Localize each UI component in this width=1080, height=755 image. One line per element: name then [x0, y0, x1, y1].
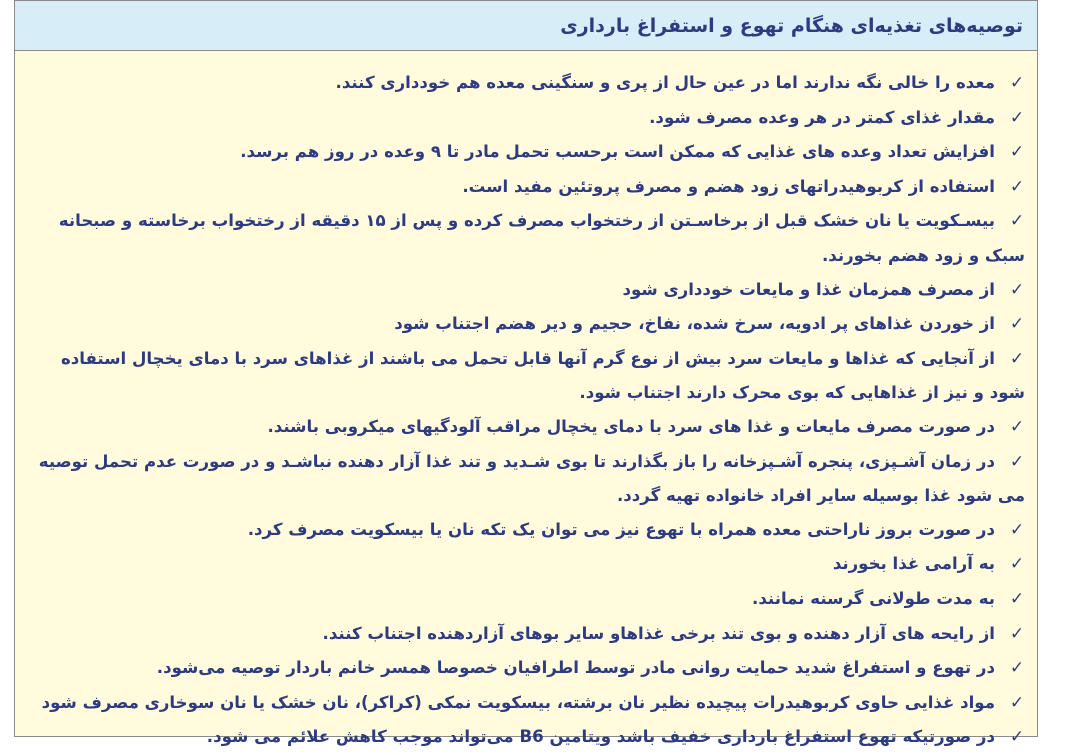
list-item-text: افزایش تعداد وعده های غذایی که ممکن است برحسب تحمل مادر تا ۹ وعده در روز هم برسد.: [240, 142, 995, 162]
list-item-text: در صورت مصرف مایعات و غذا های سرد با دمای یخچال مراقب آلودگیهای میکروبی باشند.: [267, 416, 995, 436]
list-item: [25, 686, 1025, 721]
check-mark-icon: ✓: [1009, 692, 1025, 713]
list-item-text: به مدت طولانی گرسنه نمانند.: [752, 588, 995, 608]
list-item: [25, 513, 1025, 548]
list-item: [25, 273, 1025, 308]
list-item-text: از آنجایی که غذاها و مایعات سرد بیش از نوع گرم آنها قابل تحمل می باشند از غذاهای سرد با دمای یخچال استفاده شود و نیز از غذاهایی که بوی محرک دارند اجتناب شود.: [60, 348, 1025, 403]
list-item-text: بیسـکویت یا نان خشک قبل از برخاسـتن از رختخواب مصرف کرده و پس از ۱۵ دقیقه از رختخواب برخاسته و صبحانه سبک و زود هضم بخورند.: [58, 211, 1025, 265]
list-item: [25, 307, 1025, 342]
list-item-text: استفاده از کربوهیدراتهای زود هضم و مصرف پروتئین مفید است.: [462, 176, 995, 196]
page-title: توصیه‌های تغذیه‌ای هنگام تهوع و استفراغ بارداری: [560, 15, 1023, 37]
list-item: [25, 170, 1025, 205]
check-mark-icon: ✓: [1009, 142, 1025, 163]
check-mark-icon: ✓: [1009, 348, 1025, 369]
list-item-text: معده را خالی نگه ندارند اما در عین حال از پری و سنگینی معده هم خودداری کنند.: [335, 73, 995, 92]
check-mark-icon: ✓: [1009, 107, 1025, 128]
list-item: [25, 547, 1025, 582]
list-item: [25, 720, 1025, 755]
check-mark-icon: ✓: [1009, 279, 1025, 300]
list-item: [25, 651, 1025, 686]
list-item-text: به آرامی غذا بخورند: [832, 554, 995, 574]
list-item: [25, 617, 1025, 652]
header-bar: [15, 1, 1037, 51]
list-item: [25, 410, 1025, 445]
recommendations-box: [14, 0, 1038, 748]
check-mark-icon: ✓: [1009, 623, 1025, 644]
check-mark-icon: ✓: [1009, 519, 1025, 540]
list-item: [25, 204, 1025, 272]
check-mark-icon: ✓: [1009, 727, 1025, 748]
check-mark-icon: ✓: [1009, 314, 1025, 335]
list-item: [25, 66, 1025, 101]
list-item-text: از رایحه های آزار دهنده و بوی تند برخی غذاهاو سایر بوهای آزاردهنده اجتناب کنند.: [322, 623, 995, 643]
recommendations-list: [15, 51, 1037, 755]
list-item: [25, 582, 1025, 617]
list-item-text: در صورت بروز ناراحتی معده همراه با تهوع نیز می توان یک تکه نان یا بیسکویت مصرف کرد.: [247, 519, 995, 539]
list-item-text: مواد غذایی حاوی کربوهیدرات پیچیده نظیر نان برشته، بیسکویت نمکی (کراکر)، نان خشک یا نان سوخاری مصرف شود: [41, 692, 995, 712]
check-mark-icon: ✓: [1009, 211, 1025, 232]
check-mark-icon: ✓: [1009, 416, 1025, 437]
list-item: [25, 445, 1025, 513]
check-mark-icon: ✓: [1009, 588, 1025, 609]
check-mark-icon: ✓: [1009, 554, 1025, 575]
list-item-text: از خوردن غذاهای پر ادویه، سرخ شده، نفاخ، حجیم و دیر هضم اجتناب شود: [394, 314, 995, 334]
list-item: [25, 101, 1025, 136]
list-item-text: مقدار غذای کمتر در هر وعده مصرف شود.: [649, 107, 995, 127]
check-mark-icon: ✓: [1009, 658, 1025, 679]
list-item-text: در صورتیکه تهوع استفراغ بارداری خفیف باشد ویتامین B6 می‌تواند موجب کاهش علائم می شود.: [206, 727, 995, 747]
list-item-text: در زمان آشـپزی، پنجره آشـپزخانه را باز بگذارند تا بوی شـدید و تند غذا آزار دهنده نباشـد و در صورت عدم تحمل توصیه می شود غذا بوسیله سایر افراد خانواده تهیه گردد.: [38, 451, 1025, 506]
list-item-text: در تهوع و استفراغ شدید حمایت روانی مادر توسط اطرافیان خصوصا همسر خانم باردار توصیه می‌شود.: [156, 658, 995, 678]
list-item: [25, 342, 1025, 410]
check-mark-icon: ✓: [1009, 451, 1025, 472]
check-mark-icon: ✓: [1009, 73, 1025, 93]
check-mark-icon: ✓: [1009, 176, 1025, 197]
list-item-text: از مصرف همزمان غذا و مایعات خودداری شود: [622, 279, 995, 299]
list-item: [25, 135, 1025, 170]
